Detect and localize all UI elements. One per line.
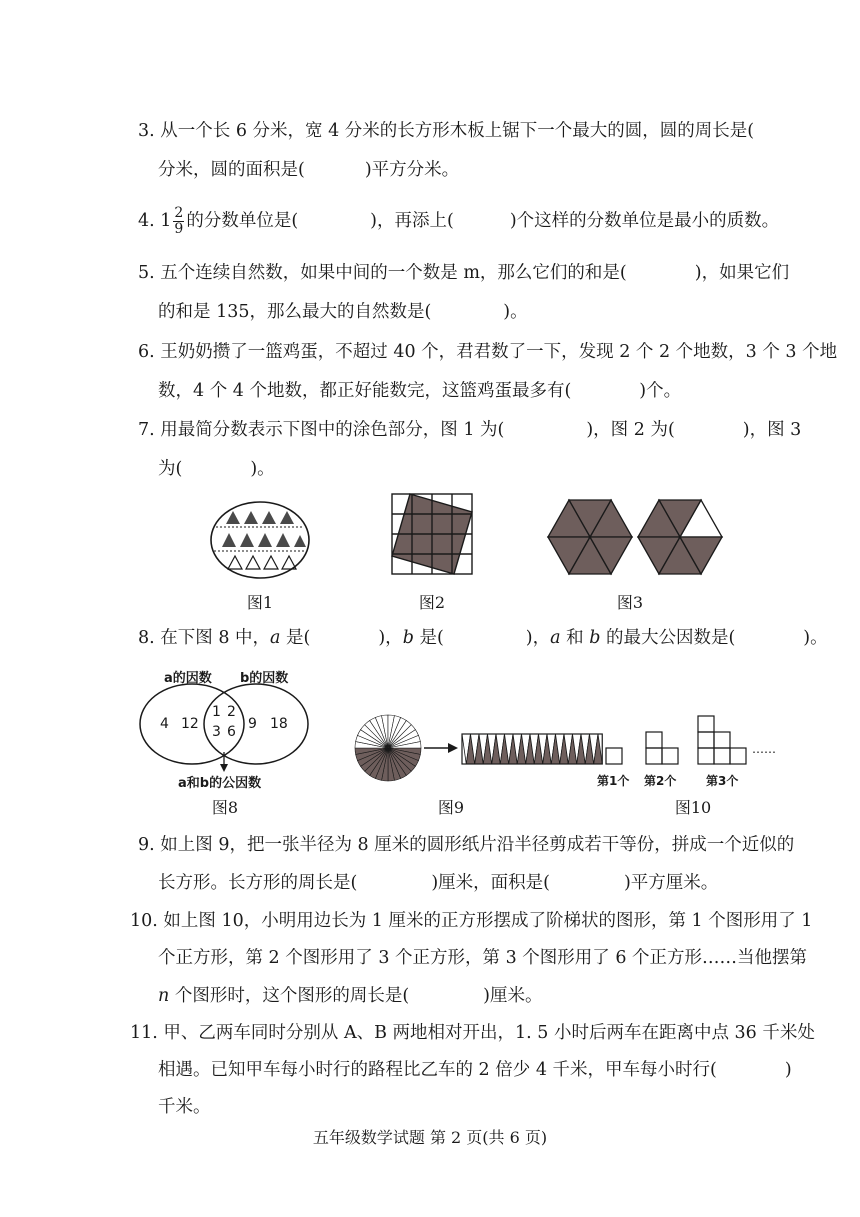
question-6-line2: 数，4 个 4 个地数，都正好能数完，这篮鸡蛋最多有( )个。 xyxy=(158,381,682,401)
fig9-approx-rectangle xyxy=(462,734,602,764)
venn-left-value: 4 xyxy=(160,716,169,732)
figure-2-grid xyxy=(390,492,474,578)
venn-middle-value: 3 xyxy=(212,724,221,740)
page-footer: 五年级数学试题 第 2 页(共 6 页) xyxy=(312,1128,548,1147)
venn-left-value: 12 xyxy=(181,716,199,732)
figure-10-staircases xyxy=(600,710,760,774)
stair-ellipsis: …… xyxy=(752,742,776,756)
venn-middle-value: 6 xyxy=(227,724,236,740)
figure-8-caption: 图8 xyxy=(211,798,239,817)
question-11-line1: 11. 甲、乙两车同时分别从 A、B 两地相对开出，1. 5 小时后两车在距离中点 36 千米处 xyxy=(130,1023,815,1043)
fig1-shaded-triangles-row1 xyxy=(226,511,294,524)
venn-middle-value: 2 xyxy=(227,704,236,720)
fig1-empty-triangles-row3 xyxy=(228,556,296,569)
stair-label-2: 第2个 xyxy=(644,774,677,788)
fig9-sectored-circle xyxy=(355,715,421,781)
fig9-arrowhead xyxy=(448,743,458,753)
venn-right-value: 9 xyxy=(248,716,257,732)
fraction-one-and-two-ninths: $\frac{2}{9}$ xyxy=(174,205,184,237)
figure-9-caption: 图9 xyxy=(437,798,465,817)
question-11-line3: 千米。 xyxy=(158,1097,211,1117)
question-10-line3: n 个图形时，这个图形的周长是( )厘米。 xyxy=(158,986,543,1006)
figure-1-caption: 图1 xyxy=(246,593,274,612)
question-8: 8. 在下图 8 中，a 是( )，b 是( )，a 和 b 的最大公因数是( )。 xyxy=(138,628,828,648)
question-7-line2: 为( )。 xyxy=(158,459,275,479)
figure-3-caption: 图3 xyxy=(616,593,644,612)
stair-3 xyxy=(698,716,746,764)
question-9-line2: 长方形。长方形的周长是( )厘米，面积是( )平方厘米。 xyxy=(158,873,719,893)
question-7-line1: 7. 用最简分数表示下图中的涂色部分，图 1 为( )，图 2 为( )，图 3 xyxy=(138,420,802,440)
venn-label-b: b的因数 xyxy=(240,671,289,686)
question-5-line2: 的和是 135，那么最大的自然数是( )。 xyxy=(158,302,528,322)
stair-1-square xyxy=(606,748,622,764)
question-10-line1: 10. 如上图 10，小明用边长为 1 厘米的正方形摆成了阶梯状的图形，第 1 个图形用了 1 xyxy=(130,911,813,931)
venn-right-value: 18 xyxy=(270,716,288,732)
figure-3-hexagons xyxy=(548,496,724,578)
stair-2 xyxy=(646,732,678,764)
question-4: 4. 1 $\frac{2}{9}$ 的分数单位是( )，再添上( )个这样的分数单位是最小的质数。 xyxy=(138,205,780,237)
fig1-shaded-triangles-row2 xyxy=(222,533,306,547)
venn-middle-value: 1 xyxy=(212,704,221,720)
question-3-line1: 3. 从一个长 6 分米，宽 4 分米的长方形木板上锯下一个最大的圆，圆的周长是( xyxy=(138,121,755,141)
venn-label-a: a的因数 xyxy=(164,671,212,686)
question-9-line1: 9. 如上图 9，把一张半径为 8 厘米的圆形纸片沿半径剪成若干等份，拼成一个近似的 xyxy=(138,835,795,855)
figure-10-caption: 图10 xyxy=(674,798,712,817)
fig3-hexagon-right xyxy=(638,500,722,574)
stair-label-1: 第1个 xyxy=(597,774,630,788)
question-11-line2: 相遇。已知甲车每小时行的路程比乙车的 2 倍少 4 千米，甲车每小时行( ) xyxy=(158,1060,792,1080)
figure-2-caption: 图2 xyxy=(418,593,446,612)
question-10-line2: 个正方形，第 2 个图形用了 3 个正方形，第 3 个图形用了 6 个正方形……当他摆第 xyxy=(158,948,808,968)
fig3-hexagon-left xyxy=(548,500,632,574)
question-3-line2: 分米，圆的面积是( )平方分米。 xyxy=(158,160,460,180)
venn-label-common: a和b的公因数 xyxy=(178,776,262,791)
stair-label-3: 第3个 xyxy=(706,774,739,788)
question-6-line1: 6. 王奶奶攒了一篮鸡蛋，不超过 40 个，君君数了一下，发现 2 个 2 个地数，3 个 3 个地 xyxy=(138,342,838,362)
figure-1-ellipse xyxy=(210,500,310,580)
question-5-line1: 5. 五个连续自然数，如果中间的一个数是 m，那么它们的和是( )，如果它们 xyxy=(138,263,790,283)
